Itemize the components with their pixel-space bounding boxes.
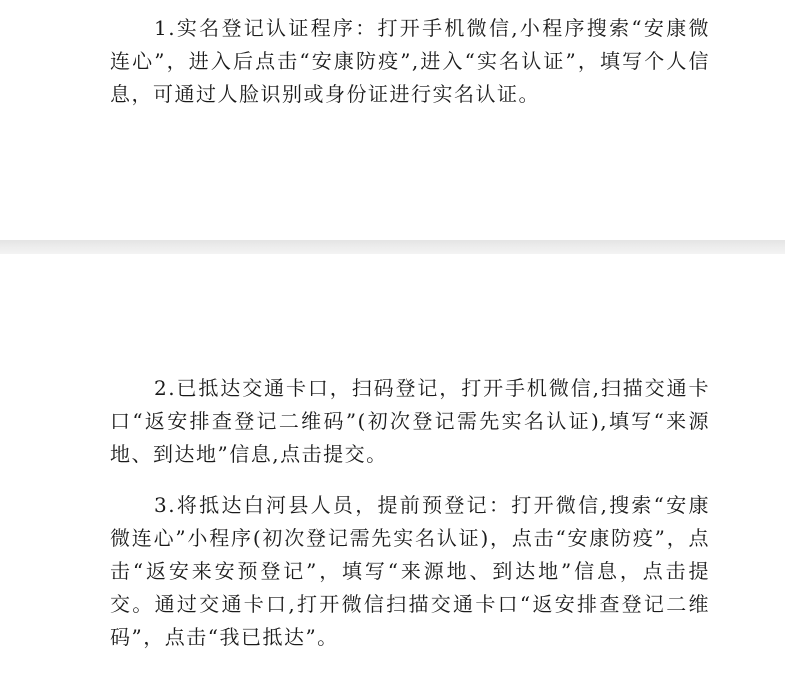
document-page-2 bbox=[0, 254, 785, 689]
page-separator bbox=[0, 240, 785, 254]
paragraph-3-pre-registration: 3.将抵达白河县人员，提前预登记：打开微信,搜索“安康微连心”小程序(初次登记需先实名认证)，点击“安康防疫”，点击“返安来安预登记”，填写“来源地、到达地”信息，点击提交。通过交通卡口,打开微信扫描交通卡口“返安排查登记二维码”，点击“我已抵达”。 bbox=[110, 493, 710, 649]
paragraph-2-checkpoint-scan: 2.已抵达交通卡口，扫码登记，打开手机微信,扫描交通卡口“返安排查登记二维码”(初次登记需先实名认证),填写“来源地、到达地”信息,点击提交。 bbox=[110, 376, 710, 466]
document-page-1 bbox=[0, 0, 785, 240]
paragraph-1-realname-registration: 1.实名登记认证程序：打开手机微信,小程序搜索“安康微连心”，进入后点击“安康防疫”,进入“实名认证”，填写个人信息，可通过人脸识别或身份证进行实名认证。 bbox=[110, 16, 710, 106]
